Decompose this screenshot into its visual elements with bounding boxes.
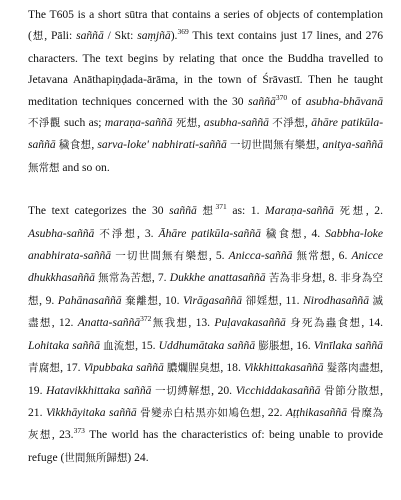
text-run: , 2. [365, 204, 383, 218]
italic-term: Aṭṭhikasaññā [285, 405, 348, 419]
chinese-term: 不淨想 [272, 117, 306, 130]
italic-term: Dukkhe anattasaññā [169, 271, 266, 285]
footnote-ref: 373 [73, 426, 85, 436]
chinese-term: 髮落肉盡想 [326, 362, 381, 375]
chinese-term: 膿爛腥臭想 [166, 362, 221, 375]
text-run: ). [170, 29, 178, 43]
text-run: , 19. [28, 361, 384, 397]
footnote-ref: 370 [275, 92, 288, 102]
italic-term: sarva-loke' nabhirati-saññā [97, 138, 227, 152]
text-run: , 8. [322, 271, 341, 285]
text-run: , [305, 116, 312, 130]
italic-term: Anicce dhukkhasaññā [28, 249, 384, 285]
italic-term: āhāre patikūla-saññā [28, 116, 384, 152]
text-run: , 10. [158, 293, 184, 307]
chinese-term: 血流想 [103, 339, 136, 352]
chinese-term: 一切世間無有樂想 [229, 139, 317, 152]
text-run: , 15. [135, 338, 159, 352]
chinese-term: 死想 [339, 205, 366, 218]
text-run: , 11. [279, 293, 304, 307]
text-run: This text contains just 17 lines, and 276 characters. The text begins by relating that once the Buddha travelled to Jetavana Anāthapiṇḍada-ārāma, in the town of Śrāvastī. Then he taught meditation techniques concerned with the 30 [28, 29, 384, 108]
chinese-term: 想 [202, 205, 216, 218]
text-run: , 20. [211, 383, 236, 397]
text-run: ) 24. [127, 450, 149, 464]
italic-term: Vicchiddakasaññā [235, 383, 321, 397]
chinese-term: 世間無所歸想 [64, 451, 128, 464]
italic-term: Hatavikkhittaka saññā [46, 383, 152, 397]
chinese-term: 棄離想 [125, 294, 159, 307]
chinese-term: 無常想 [28, 161, 60, 174]
italic-term: Maraṇa-saññā [265, 204, 334, 218]
italic-term: Virāgasaññā [183, 293, 243, 307]
text-run: , 3. [137, 226, 159, 240]
italic-term: asubha-bhāvanā [305, 94, 383, 108]
text-run: / Skt: [103, 29, 138, 43]
text-run: , 23. [51, 428, 74, 442]
chinese-term: 骨糜為灰想 [28, 406, 384, 442]
footnote-ref: 369 [177, 27, 189, 37]
chinese-term: 苦為非身想 [268, 272, 323, 285]
text-run: , 13. [188, 316, 215, 330]
text-run: The T605 is a short sūtra that contains a series of objects of contemplation ( [28, 8, 383, 43]
italic-term: Sabbha-loke anabhirata-saññā [28, 226, 384, 263]
text-run: , 17. [60, 361, 84, 375]
chinese-term: 死想 [175, 117, 198, 130]
chinese-term: 骨變赤白枯黑亦如鳩色想 [140, 406, 262, 419]
italic-term: Pahānasaññā [57, 293, 122, 307]
text-run: , 21. [28, 383, 383, 419]
text-run: , [197, 116, 204, 130]
text-run: , 9. [39, 293, 58, 307]
chinese-term: 想 [31, 30, 45, 43]
text-run: , 5. [208, 249, 229, 263]
text-run: , Pāli: [44, 29, 77, 43]
italic-term: Anatta-saññā [77, 316, 141, 330]
italic-term: Vipubbaka saññā [83, 361, 164, 375]
italic-term: Āhāre patikūla-saññā [158, 226, 261, 240]
italic-term: asubha-saññā [203, 116, 269, 130]
chinese-term: 青腐想 [28, 362, 61, 375]
text-run: , [91, 138, 98, 152]
italic-term: Vikkhāyitaka saññā [45, 405, 137, 419]
text-run: such as; [60, 116, 105, 130]
text-run: , 4. [303, 226, 326, 240]
text-run: , 14. [361, 316, 384, 330]
italic-term: Vinīlaka saññā [313, 338, 383, 352]
chinese-term: 一切縛解想 [155, 384, 212, 397]
italic-term: saññā [76, 29, 104, 43]
text-run: , 6. [331, 249, 352, 263]
paragraph-2 [28, 200, 383, 469]
chinese-term: 膨脹想 [258, 339, 291, 352]
chinese-term: 骨節分散想 [324, 384, 381, 397]
chinese-term: 無常想 [296, 250, 332, 263]
text-run: , 18. [220, 361, 244, 375]
italic-term: Vikkhittakasaññā [243, 361, 324, 375]
chinese-term: 身死為蟲食想 [290, 317, 362, 330]
text-run: , 12. [51, 316, 78, 330]
italic-term: saññā [248, 94, 276, 108]
chinese-term: 一切世間無有樂想 [115, 250, 209, 263]
chinese-term: 非身為空想 [28, 272, 384, 307]
text-run: , [316, 138, 323, 152]
text-run: , 16. [290, 338, 314, 352]
italic-term: Puḷavakasaññā [214, 316, 286, 330]
paragraph-1 [28, 4, 383, 179]
text-run: as: 1. [226, 204, 266, 218]
footnote-ref: 372 [140, 314, 152, 324]
italic-term: Anicca-saññā [228, 249, 293, 263]
chinese-term: 卻婬想 [245, 294, 280, 307]
chinese-term: 無常為苦想 [98, 272, 152, 285]
text-run: The world has the characteristics of: being unable to provide refuge ( [28, 428, 384, 464]
chinese-term: 無我想 [151, 317, 189, 330]
text-run: and so on. [59, 160, 110, 174]
italic-term: Nirodhasaññā [303, 293, 369, 307]
italic-term: Lohitaka saññā [28, 338, 100, 352]
italic-term: Uddhumātaka saññā [158, 338, 256, 352]
text-run: of [287, 94, 306, 108]
chinese-term: 不淨觀 [28, 117, 61, 130]
chinese-term: 穢食想 [265, 227, 304, 240]
italic-term: saññā [169, 204, 197, 218]
text-run: , 22. [261, 405, 286, 419]
italic-term: anitya-saññā [322, 138, 384, 152]
text-run: The text categorizes the 30 [28, 204, 170, 218]
italic-term: Asubha-saññā [28, 226, 95, 240]
chinese-term: 不淨想 [99, 227, 137, 240]
chinese-term: 穢食想 [58, 139, 92, 152]
italic-term: maraṇa-saññā [104, 116, 173, 130]
italic-term: saṃjñā [137, 29, 171, 43]
footnote-ref: 371 [215, 202, 227, 212]
chinese-term: 滅盡想 [28, 294, 384, 330]
text-run: , 7. [151, 271, 170, 285]
